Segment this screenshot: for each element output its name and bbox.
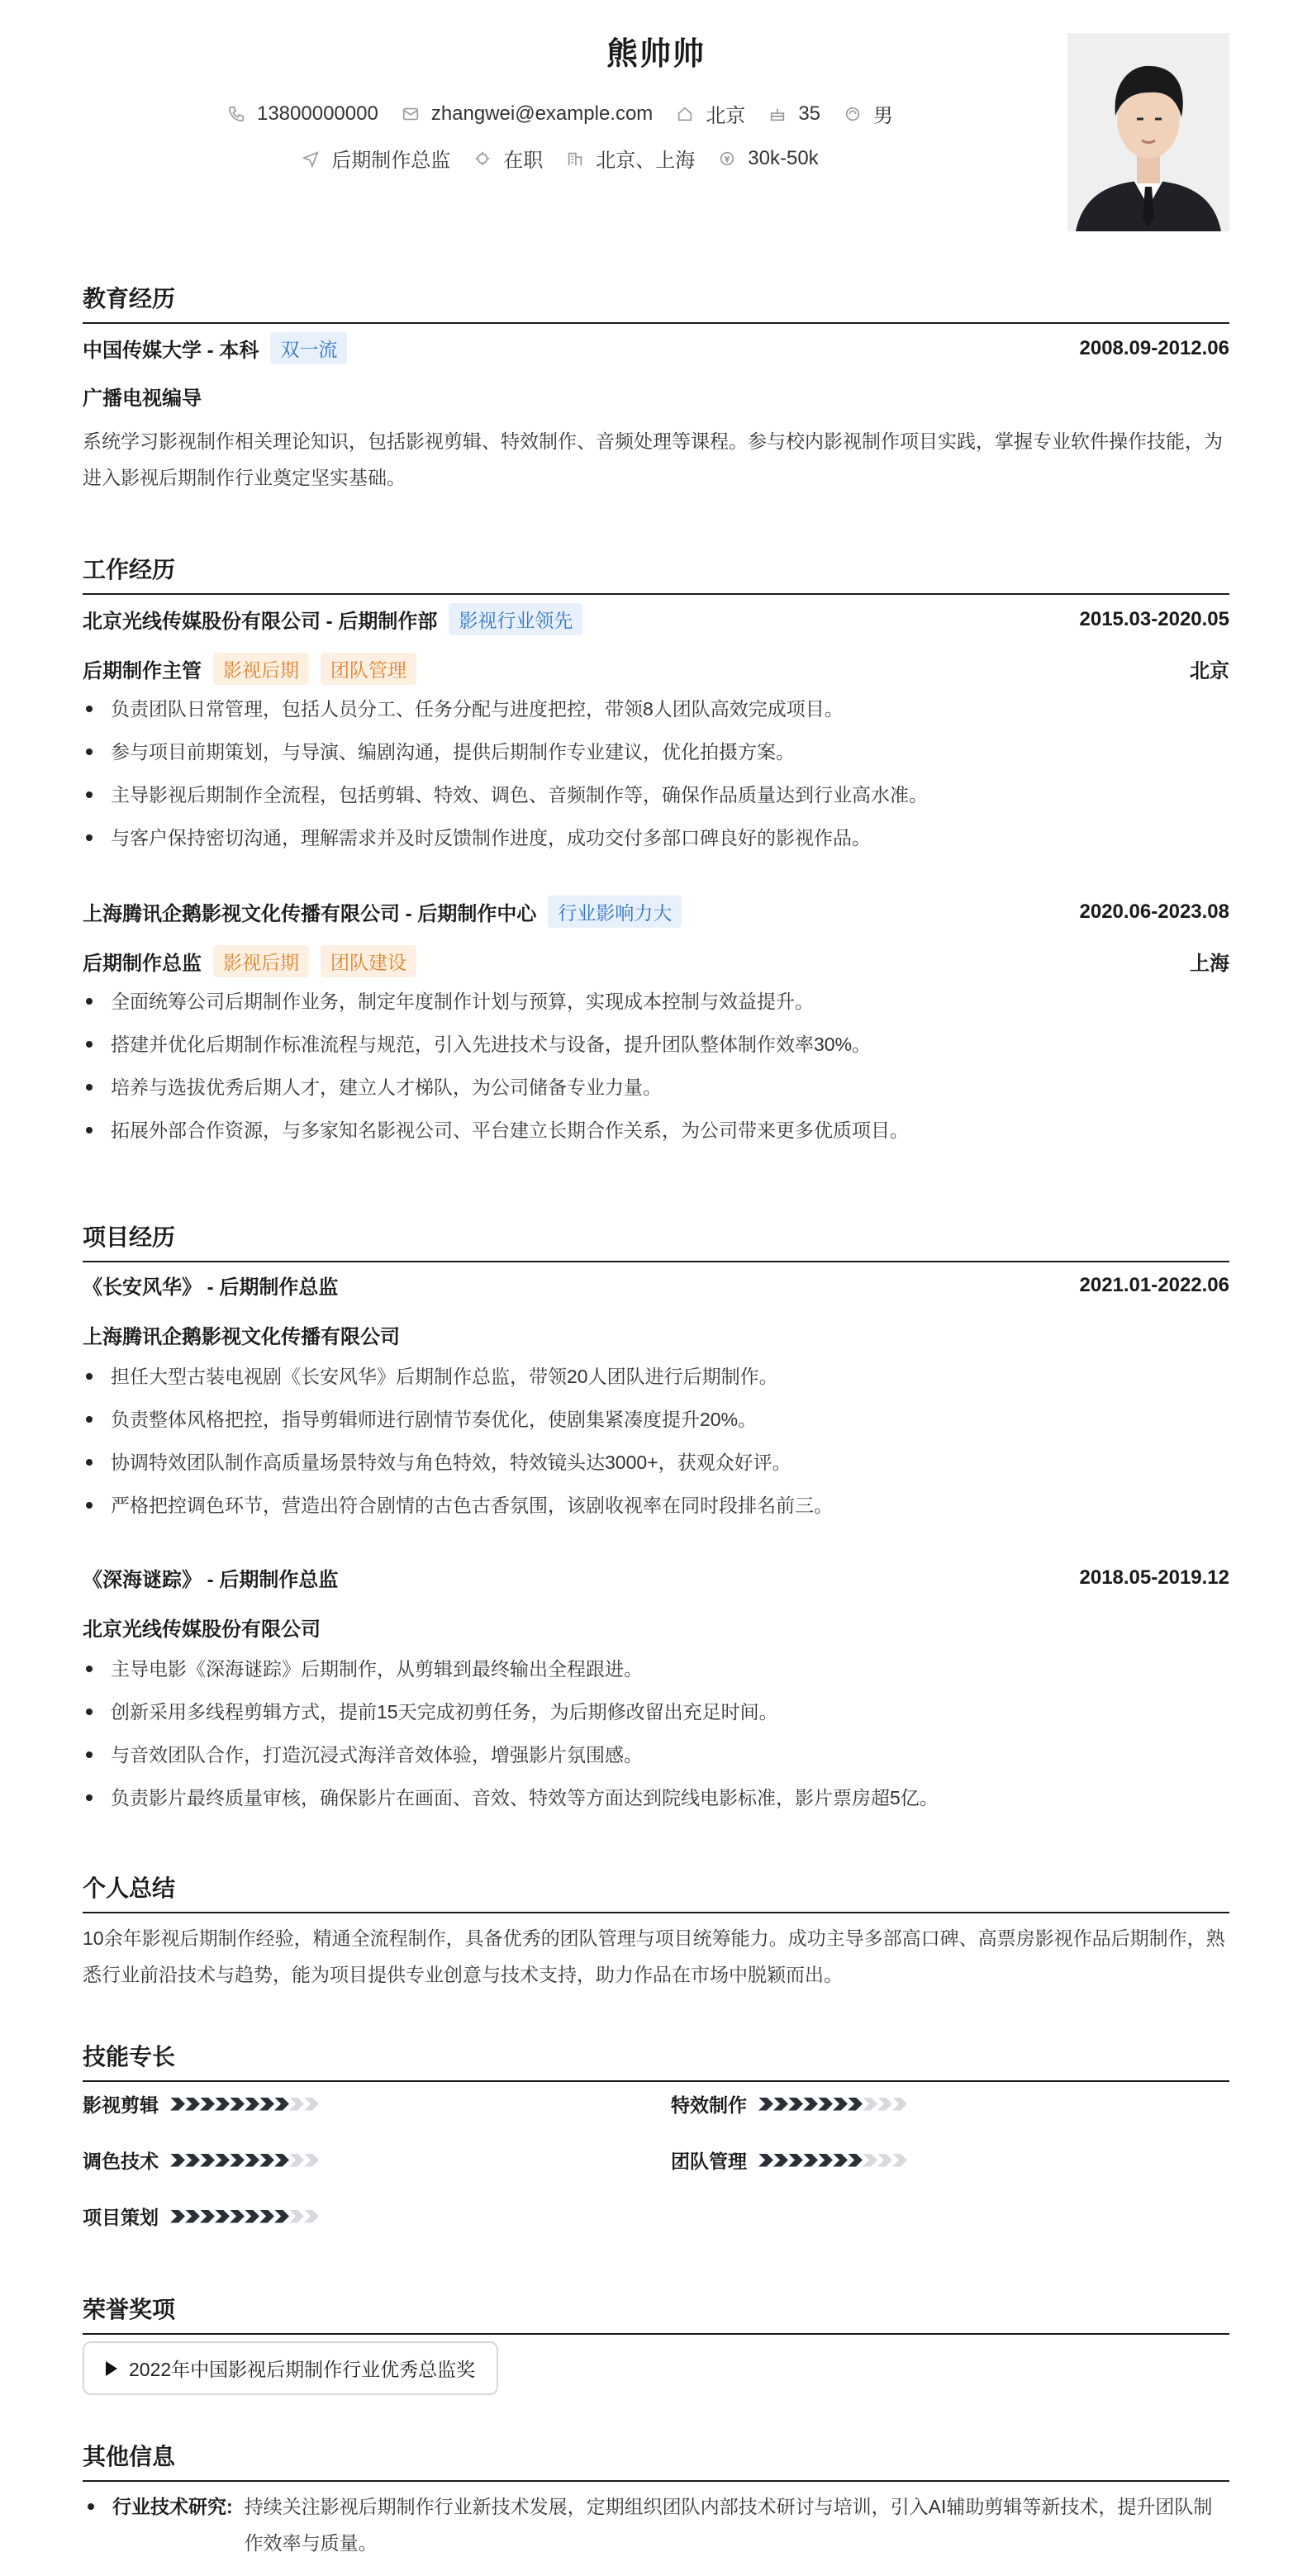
list-item: 负责整体风格把控，指导剪辑师进行剧情节奏优化，使剧集紧凑度提升20%。 — [83, 1398, 1229, 1441]
job-2-role-tag-1: 影视后期 — [213, 945, 309, 977]
skills-section — [83, 2039, 1229, 2279]
list-item: 全面统筹公司后期制作业务，制定年度制作计划与预算，实现成本控制与效益提升。 — [83, 980, 1229, 1023]
chevron-empty — [863, 2154, 877, 2167]
skill-name: 调色技术 — [83, 2151, 159, 2172]
education-school-row — [83, 332, 1229, 364]
chevron-filled — [185, 2098, 200, 2111]
chevron-filled — [818, 2154, 833, 2167]
project-1-company-row — [83, 1320, 1229, 1349]
skill-item — [83, 2203, 319, 2230]
skill-level-bar — [170, 2098, 319, 2111]
chevron-empty — [863, 2098, 877, 2111]
chevron-filled — [788, 2098, 803, 2111]
gender-icon — [844, 105, 862, 123]
chevron-empty — [289, 2210, 304, 2223]
skill-level-bar — [758, 2098, 907, 2111]
list-item: 培养与选拔优秀后期人才，建立人才梯队，为公司储备专业力量。 — [83, 1066, 1229, 1109]
chevron-empty — [892, 2154, 907, 2167]
list-item: 严格把控调色环节，营造出符合剧情的古色古香氛围，该剧收视率在同时段排名前三。 — [83, 1484, 1229, 1527]
major-name: 广播电视编导 — [83, 387, 202, 410]
chevron-empty — [289, 2154, 304, 2167]
project-1-name: 《长安风华》 - 后期制作总监 — [83, 1276, 339, 1299]
chevron-filled — [833, 2098, 848, 2111]
chevron-filled — [818, 2098, 833, 2111]
job-1-role-row — [83, 653, 1229, 685]
chevron-filled — [215, 2098, 230, 2111]
honor-item — [83, 2341, 498, 2395]
job-2-bullets — [83, 980, 1229, 1152]
skills-title: 技能专长 — [83, 2039, 1229, 2082]
phone-icon — [227, 105, 245, 123]
resume-header — [83, 0, 1229, 248]
chevron-empty — [892, 2098, 907, 2111]
chevron-filled — [170, 2210, 185, 2223]
status-text: 在职 — [503, 150, 544, 172]
skill-name: 团队管理 — [671, 2151, 747, 2172]
skill-name: 特效制作 — [671, 2094, 747, 2116]
chevron-filled — [848, 2098, 863, 2111]
project-2-company-row — [83, 1613, 1229, 1642]
project-2-row — [83, 1563, 1229, 1592]
list-item: 拓展外部合作资源，与多家知名影视公司、平台建立长期合作关系，为公司带来更多优质项目。 — [83, 1109, 1229, 1152]
chevron-filled — [259, 2098, 274, 2111]
chevron-filled — [185, 2210, 200, 2223]
age-text: 35 — [798, 102, 821, 125]
chevron-filled — [803, 2154, 818, 2167]
job-1-role-tag-2: 团队管理 — [321, 653, 416, 685]
job-1-role: 后期制作主管 — [83, 660, 202, 682]
list-item: 搭建并优化后期制作标准流程与规范，引入先进技术与设备，提升团队整体制作效率30%。 — [83, 1023, 1229, 1066]
education-description: 系统学习影视制作相关理论知识，包括影视剪辑、特效制作、音频处理等课程。参与校内影视制作项目实践，掌握专业软件操作技能，为进入影视后期制作行业奠定坚实基础。 — [83, 430, 1223, 488]
chevron-filled — [758, 2154, 773, 2167]
chevron-filled — [245, 2098, 259, 2111]
other-key: 行业技术研究: — [112, 2496, 233, 2517]
chevron-filled — [170, 2098, 185, 2111]
skill-item — [671, 2090, 907, 2117]
profile-photo — [1067, 33, 1229, 231]
projects-section — [83, 1219, 1229, 1847]
work-section — [83, 552, 1229, 1196]
gender-item — [844, 99, 893, 128]
phone-item — [227, 102, 378, 126]
list-item: 主导电影《深海谜踪》后期制作，从剪辑到最终输出全程跟进。 — [83, 1647, 1229, 1690]
skill-level-bar — [170, 2154, 319, 2167]
honors-section — [83, 2292, 1229, 2424]
other-section — [83, 2439, 1229, 2576]
candidate-name: 熊帅帅 — [606, 37, 706, 72]
project-2-bullets — [83, 1647, 1229, 1819]
triangle-icon — [106, 2361, 117, 2376]
chevron-filled — [230, 2098, 245, 2111]
job-2-role: 后期制作总监 — [83, 953, 202, 975]
chevron-filled — [274, 2154, 289, 2167]
chevron-filled — [200, 2098, 215, 2111]
chevron-filled — [803, 2098, 818, 2111]
job-intent-row — [83, 144, 1038, 173]
chevron-filled — [259, 2154, 274, 2167]
status-icon — [473, 150, 492, 168]
phone-text: 13800000000 — [256, 102, 378, 125]
bullet-dot — [88, 2503, 94, 2510]
other-value: 持续关注影视后期制作行业新技术发展，定期组织团队内部技术研讨与培训，引入AI辅助剪辑等新技术，提升团队制作效率与质量。 — [244, 2496, 1213, 2554]
list-item: 协调特效团队制作高质量场景特效与角色特效，特效镜头达3000+，获观众好评。 — [83, 1441, 1229, 1484]
position-item — [302, 144, 450, 173]
chevron-filled — [230, 2210, 245, 2223]
skill-item — [83, 2090, 319, 2117]
honor-text: 2022年中国影视后期制作行业优秀总监奖 — [129, 2359, 476, 2380]
home-icon — [676, 105, 694, 123]
job-2-role-tag-2: 团队建设 — [321, 945, 416, 977]
projects-title: 项目经历 — [83, 1219, 1229, 1262]
target-city-item — [566, 144, 695, 173]
skill-name: 影视剪辑 — [83, 2094, 159, 2116]
honors-title: 荣誉奖项 — [83, 2292, 1229, 2335]
job-1-bullets — [83, 687, 1229, 859]
project-1-date: 2021.01-2022.06 — [1079, 1273, 1229, 1296]
education-section — [83, 281, 1229, 520]
chevron-empty — [304, 2098, 319, 2111]
list-item: 参与项目前期策划，与导演、编剧沟通，提供后期制作专业建议，优化拍摄方案。 — [83, 730, 1229, 773]
skill-item — [671, 2146, 907, 2174]
chevron-filled — [274, 2098, 289, 2111]
job-2-role-row — [83, 945, 1229, 977]
education-major-row — [83, 382, 1229, 411]
city-text: 北京 — [706, 105, 746, 127]
chevron-empty — [304, 2210, 319, 2223]
list-item: 与客户保持密切沟通，理解需求并及时反馈制作进度，成功交付多部口碑良好的影视作品。 — [83, 816, 1229, 859]
school-name: 中国传媒大学 - 本科 — [83, 340, 259, 362]
project-1-bullets — [83, 1355, 1229, 1527]
chevron-filled — [245, 2154, 259, 2167]
list-item: 主导影视后期制作全流程，包括剪辑、特效、调色、音频制作等，确保作品质量达到行业高水准。 — [83, 773, 1229, 816]
chevron-filled — [215, 2154, 230, 2167]
job-1-location: 北京 — [1190, 660, 1229, 682]
building-icon — [566, 150, 584, 168]
salary-text: 30k-50k — [748, 146, 819, 169]
project-2-company: 北京光线传媒股份有限公司 — [83, 1618, 321, 1641]
list-item: 担任大型古装电视剧《长安风华》后期制作总监，带领20人团队进行后期制作。 — [83, 1355, 1229, 1398]
chevron-filled — [215, 2210, 230, 2223]
status-item — [473, 144, 543, 173]
job-2-company: 上海腾讯企鹅影视文化传播有限公司 - 后期制作中心 — [83, 903, 537, 925]
email-text: zhangwei@example.com — [430, 102, 654, 125]
salary-item — [718, 147, 818, 170]
job-2-company-row — [83, 896, 1229, 928]
chevron-filled — [773, 2154, 788, 2167]
job-2-location: 上海 — [1190, 953, 1229, 975]
work-title: 工作经历 — [83, 552, 1229, 595]
chevron-filled — [259, 2210, 274, 2223]
chevron-filled — [170, 2154, 185, 2167]
summary-text: 10余年影视后期制作经验，精通全流程制作，具备优秀的团队管理与项目统筹能力。成功主导多部高口碑、高票房影视作品后期制作，熟悉行业前沿技术与趋势，能为项目提供专业创意与技术支持，助力作品在市场中脱颖而出。 — [83, 1927, 1225, 1985]
education-date: 2008.09-2012.06 — [1079, 336, 1229, 359]
contact-row — [83, 99, 1038, 128]
project-1-company: 上海腾讯企鹅影视文化传播有限公司 — [83, 1326, 400, 1348]
gender-text: 男 — [873, 105, 894, 127]
job-1-role-tag-1: 影视后期 — [213, 653, 309, 685]
job-1-tag: 影视行业领先 — [449, 603, 582, 635]
mail-icon — [402, 105, 420, 123]
job-1-company: 北京光线传媒股份有限公司 - 后期制作部 — [83, 611, 438, 633]
job-1-date: 2015.03-2020.05 — [1079, 607, 1229, 630]
age-item — [768, 102, 820, 126]
send-icon — [302, 150, 320, 168]
chevron-empty — [877, 2154, 892, 2167]
chevron-filled — [833, 2154, 848, 2167]
skill-name: 项目策划 — [83, 2207, 159, 2228]
skill-item — [83, 2146, 319, 2174]
job-2-tag: 行业影响力大 — [548, 896, 682, 928]
summary-title: 个人总结 — [83, 1870, 1229, 1913]
other-title: 其他信息 — [83, 2439, 1229, 2482]
list-item: 创新采用多线程剪辑方式，提前15天完成初剪任务，为后期修改留出充足时间。 — [83, 1690, 1229, 1733]
chevron-filled — [848, 2154, 863, 2167]
list-item: 负责团队日常管理，包括人员分工、任务分配与进度把控，带领8人团队高效完成项目。 — [83, 687, 1229, 730]
chevron-empty — [289, 2098, 304, 2111]
project-2-name: 《深海谜踪》 - 后期制作总监 — [83, 1569, 339, 1591]
education-title: 教育经历 — [83, 281, 1229, 324]
project-1-row — [83, 1271, 1229, 1300]
list-item: 与音效团队合作，打造沉浸式海洋音效体验，增强影片氛围感。 — [83, 1733, 1229, 1776]
chevron-empty — [877, 2098, 892, 2111]
chevron-filled — [274, 2210, 289, 2223]
city-item — [676, 99, 745, 128]
job-2-date: 2020.06-2023.08 — [1079, 900, 1229, 923]
chevron-filled — [245, 2210, 259, 2223]
chevron-filled — [773, 2098, 788, 2111]
chevron-filled — [788, 2154, 803, 2167]
list-item: 负责影片最终质量审核，确保影片在画面、音效、特效等方面达到院线电影标准，影片票房超5亿。 — [83, 1776, 1229, 1819]
target-city-text: 北京、上海 — [596, 150, 696, 172]
money-icon — [718, 150, 736, 168]
skill-level-bar — [170, 2210, 319, 2223]
chevron-filled — [200, 2154, 215, 2167]
chevron-empty — [304, 2154, 319, 2167]
chevron-filled — [200, 2210, 215, 2223]
summary-section — [83, 1870, 1229, 2036]
other-item — [83, 2488, 1229, 2561]
position-text: 后期制作总监 — [331, 150, 451, 172]
cake-icon — [768, 105, 787, 123]
chevron-filled — [230, 2154, 245, 2167]
job-1-company-row — [83, 603, 1229, 635]
skill-level-bar — [758, 2154, 907, 2167]
email-item — [402, 102, 654, 126]
project-2-date: 2018.05-2019.12 — [1079, 1566, 1229, 1589]
chevron-filled — [758, 2098, 773, 2111]
school-tag: 双一流 — [270, 332, 347, 364]
chevron-filled — [185, 2154, 200, 2167]
